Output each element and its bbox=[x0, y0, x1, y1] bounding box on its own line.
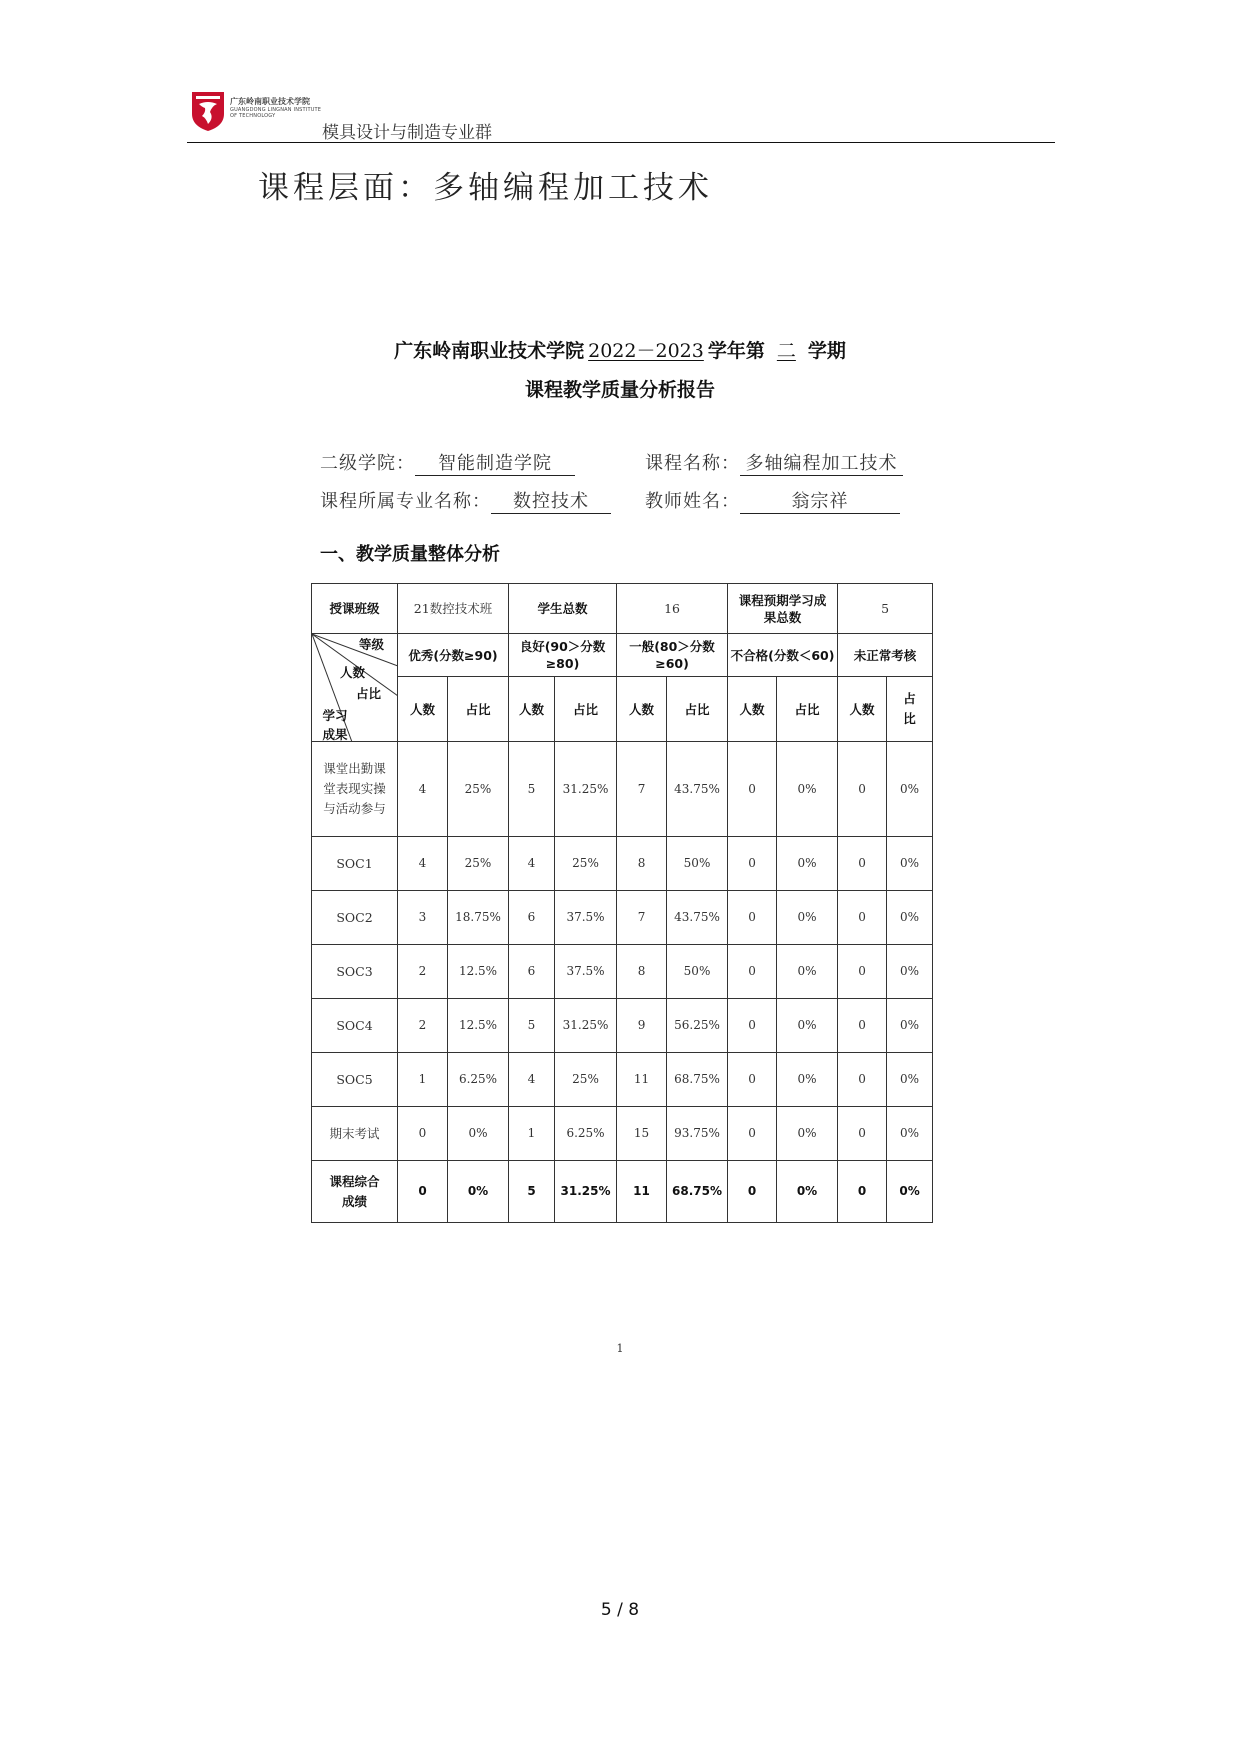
sub-count: 人数 bbox=[398, 677, 448, 742]
class-label: 授课班级 bbox=[312, 584, 398, 634]
cell-count: 4 bbox=[398, 742, 448, 837]
sub-count: 人数 bbox=[509, 677, 555, 742]
cell-ratio: 0% bbox=[777, 742, 838, 837]
cell-ratio: 0% bbox=[887, 945, 933, 999]
cell-ratio: 0% bbox=[777, 999, 838, 1053]
cell-ratio: 25% bbox=[555, 837, 617, 891]
sub-ratio: 占比 bbox=[448, 677, 509, 742]
cell-count: 4 bbox=[509, 837, 555, 891]
students-value: 16 bbox=[617, 584, 728, 634]
cell-count: 8 bbox=[617, 945, 667, 999]
sub-ratio: 占比 bbox=[667, 677, 728, 742]
cell-count: 0 bbox=[728, 837, 777, 891]
corner-count: 人数 bbox=[340, 665, 366, 680]
cell-count: 0 bbox=[838, 891, 887, 945]
table-subheader-row bbox=[312, 677, 933, 742]
cell-count: 3 bbox=[398, 891, 448, 945]
year-suffix: 学年第 bbox=[707, 340, 765, 362]
cell-count: 0 bbox=[838, 1107, 887, 1161]
teacher-info bbox=[645, 487, 900, 514]
corner-header bbox=[312, 634, 398, 742]
header-divider bbox=[187, 142, 1055, 143]
row-label: SOC5 bbox=[312, 1053, 398, 1107]
cell-count: 2 bbox=[398, 999, 448, 1053]
course-info bbox=[645, 449, 903, 476]
cell-ratio: 0% bbox=[777, 1053, 838, 1107]
report-title-line1 bbox=[0, 336, 1240, 363]
outcomes-label: 课程预期学习成果总数 bbox=[728, 584, 838, 634]
row-label: SOC2 bbox=[312, 891, 398, 945]
cell-count: 5 bbox=[509, 999, 555, 1053]
department-name: 模具设计与制造专业群 bbox=[322, 123, 492, 143]
cell-ratio: 25% bbox=[555, 1053, 617, 1107]
corner-outcome: 学习成果 bbox=[322, 708, 348, 742]
cell-count: 0 bbox=[838, 945, 887, 999]
term-number: 二 bbox=[776, 340, 796, 362]
cell-ratio: 50% bbox=[667, 945, 728, 999]
cell-count: 7 bbox=[617, 742, 667, 837]
report-title-line2: 课程教学质量分析报告 bbox=[524, 379, 715, 401]
row-label: 课程综合成绩 bbox=[312, 1161, 398, 1223]
cell-count: 0 bbox=[728, 742, 777, 837]
row-label: SOC3 bbox=[312, 945, 398, 999]
cell-ratio: 0% bbox=[887, 1161, 933, 1223]
cell-count: 0 bbox=[398, 1107, 448, 1161]
grade-not-assessed: 未正常考核 bbox=[838, 634, 933, 677]
page-heading: 课程层面：多轴编程加工技术 bbox=[258, 170, 713, 206]
table-row bbox=[312, 1161, 933, 1223]
college-info bbox=[320, 449, 575, 476]
table-summary-row bbox=[312, 584, 933, 634]
cell-ratio: 0% bbox=[887, 1107, 933, 1161]
cell-count: 6 bbox=[509, 945, 555, 999]
students-label: 学生总数 bbox=[509, 584, 617, 634]
sub-ratio-narrow: 占比 bbox=[887, 677, 933, 742]
teacher-label: 教师姓名： bbox=[645, 491, 740, 512]
cell-count: 7 bbox=[617, 891, 667, 945]
cell-ratio: 0% bbox=[777, 945, 838, 999]
cell-ratio: 0% bbox=[448, 1161, 509, 1223]
college-label: 二级学院： bbox=[320, 453, 415, 474]
cell-count: 6 bbox=[509, 891, 555, 945]
viewer-page-indicator: 5 / 8 bbox=[600, 1600, 640, 1620]
cell-count: 0 bbox=[838, 742, 887, 837]
sub-count: 人数 bbox=[838, 677, 887, 742]
teacher-value: 翁宗祥 bbox=[740, 487, 900, 514]
table-row bbox=[312, 945, 933, 999]
row-label: 课堂出勤课堂表现实操与活动参与 bbox=[312, 742, 398, 837]
cell-count: 15 bbox=[617, 1107, 667, 1161]
cell-ratio: 6.25% bbox=[555, 1107, 617, 1161]
cell-ratio: 25% bbox=[448, 742, 509, 837]
cell-count: 4 bbox=[509, 1053, 555, 1107]
table-row bbox=[312, 742, 933, 837]
cell-count: 1 bbox=[398, 1053, 448, 1107]
cell-count: 0 bbox=[728, 1053, 777, 1107]
cell-count: 0 bbox=[838, 837, 887, 891]
cell-ratio: 31.25% bbox=[555, 999, 617, 1053]
row-label: 期末考试 bbox=[312, 1107, 398, 1161]
term-suffix: 学期 bbox=[807, 340, 846, 362]
cell-ratio: 0% bbox=[777, 1107, 838, 1161]
cell-ratio: 0% bbox=[777, 891, 838, 945]
cell-count: 2 bbox=[398, 945, 448, 999]
cell-count: 0 bbox=[728, 1161, 777, 1223]
quality-table bbox=[311, 583, 933, 1223]
cell-count: 1 bbox=[509, 1107, 555, 1161]
table-row bbox=[312, 1107, 933, 1161]
cell-ratio: 0% bbox=[777, 1161, 838, 1223]
cell-ratio: 6.25% bbox=[448, 1053, 509, 1107]
grade-fail: 不合格(分数＜60) bbox=[728, 634, 838, 677]
cell-ratio: 37.5% bbox=[555, 945, 617, 999]
cell-count: 0 bbox=[838, 1161, 887, 1223]
college-value: 智能制造学院 bbox=[415, 449, 575, 476]
cell-ratio: 56.25% bbox=[667, 999, 728, 1053]
cell-ratio: 68.75% bbox=[667, 1053, 728, 1107]
cell-ratio: 31.25% bbox=[555, 742, 617, 837]
academic-year: 2022－2023 bbox=[588, 340, 704, 362]
cell-ratio: 0% bbox=[887, 999, 933, 1053]
table-row bbox=[312, 891, 933, 945]
cell-count: 4 bbox=[398, 837, 448, 891]
cell-ratio: 18.75% bbox=[448, 891, 509, 945]
logo-text bbox=[230, 96, 330, 119]
section-title: 一、教学质量整体分析 bbox=[320, 544, 500, 565]
cell-count: 0 bbox=[728, 1107, 777, 1161]
cell-count: 5 bbox=[509, 742, 555, 837]
grade-good: 良好(90＞分数≥80) bbox=[509, 634, 617, 677]
cell-ratio: 0% bbox=[887, 837, 933, 891]
sub-count: 人数 bbox=[617, 677, 667, 742]
cell-count: 9 bbox=[617, 999, 667, 1053]
college-logo bbox=[190, 90, 226, 132]
course-value: 多轴编程加工技术 bbox=[740, 449, 903, 476]
table-row bbox=[312, 1053, 933, 1107]
cell-count: 0 bbox=[728, 891, 777, 945]
row-label: SOC4 bbox=[312, 999, 398, 1053]
cell-ratio: 68.75% bbox=[667, 1161, 728, 1223]
major-info bbox=[320, 487, 611, 514]
logo-cn: 广东岭南职业技术学院 bbox=[230, 97, 310, 106]
cell-ratio: 12.5% bbox=[448, 945, 509, 999]
cell-count: 0 bbox=[838, 999, 887, 1053]
cell-ratio: 0% bbox=[887, 742, 933, 837]
sub-count: 人数 bbox=[728, 677, 777, 742]
cell-ratio: 93.75% bbox=[667, 1107, 728, 1161]
cell-count: 0 bbox=[728, 945, 777, 999]
row-label: SOC1 bbox=[312, 837, 398, 891]
sub-ratio: 占比 bbox=[777, 677, 838, 742]
course-label: 课程名称： bbox=[645, 453, 740, 474]
table-row bbox=[312, 999, 933, 1053]
corner-grade: 等级 bbox=[359, 637, 385, 652]
sub-ratio: 占比 bbox=[555, 677, 617, 742]
cell-ratio: 0% bbox=[448, 1107, 509, 1161]
cell-ratio: 43.75% bbox=[667, 742, 728, 837]
cell-count: 11 bbox=[617, 1053, 667, 1107]
school-name: 广东岭南职业技术学院 bbox=[394, 340, 585, 362]
cell-ratio: 43.75% bbox=[667, 891, 728, 945]
cell-ratio: 25% bbox=[448, 837, 509, 891]
table-body bbox=[312, 742, 933, 1223]
major-value: 数控技术 bbox=[491, 487, 611, 514]
cell-count: 11 bbox=[617, 1161, 667, 1223]
cell-ratio: 37.5% bbox=[555, 891, 617, 945]
cell-count: 0 bbox=[728, 999, 777, 1053]
table-row bbox=[312, 837, 933, 891]
class-value: 21数控技术班 bbox=[398, 584, 509, 634]
outcomes-value: 5 bbox=[838, 584, 933, 634]
grade-average: 一般(80＞分数≥60) bbox=[617, 634, 728, 677]
major-label: 课程所属专业名称： bbox=[320, 491, 491, 512]
cell-count: 0 bbox=[398, 1161, 448, 1223]
cell-ratio: 50% bbox=[667, 837, 728, 891]
cell-ratio: 12.5% bbox=[448, 999, 509, 1053]
grade-excellent: 优秀(分数≥90) bbox=[398, 634, 509, 677]
cell-ratio: 31.25% bbox=[555, 1161, 617, 1223]
cell-ratio: 0% bbox=[777, 837, 838, 891]
inner-page-number: 1 bbox=[616, 1342, 624, 1355]
cell-ratio: 0% bbox=[887, 1053, 933, 1107]
cell-ratio: 0% bbox=[887, 891, 933, 945]
cell-count: 0 bbox=[838, 1053, 887, 1107]
table-grade-row bbox=[312, 634, 933, 677]
corner-ratio: 占比 bbox=[356, 686, 382, 701]
logo-en: GUANGDONG LINGNAN INSTITUTE OF TECHNOLOGY bbox=[230, 107, 322, 119]
cell-count: 8 bbox=[617, 837, 667, 891]
cell-count: 5 bbox=[509, 1161, 555, 1223]
